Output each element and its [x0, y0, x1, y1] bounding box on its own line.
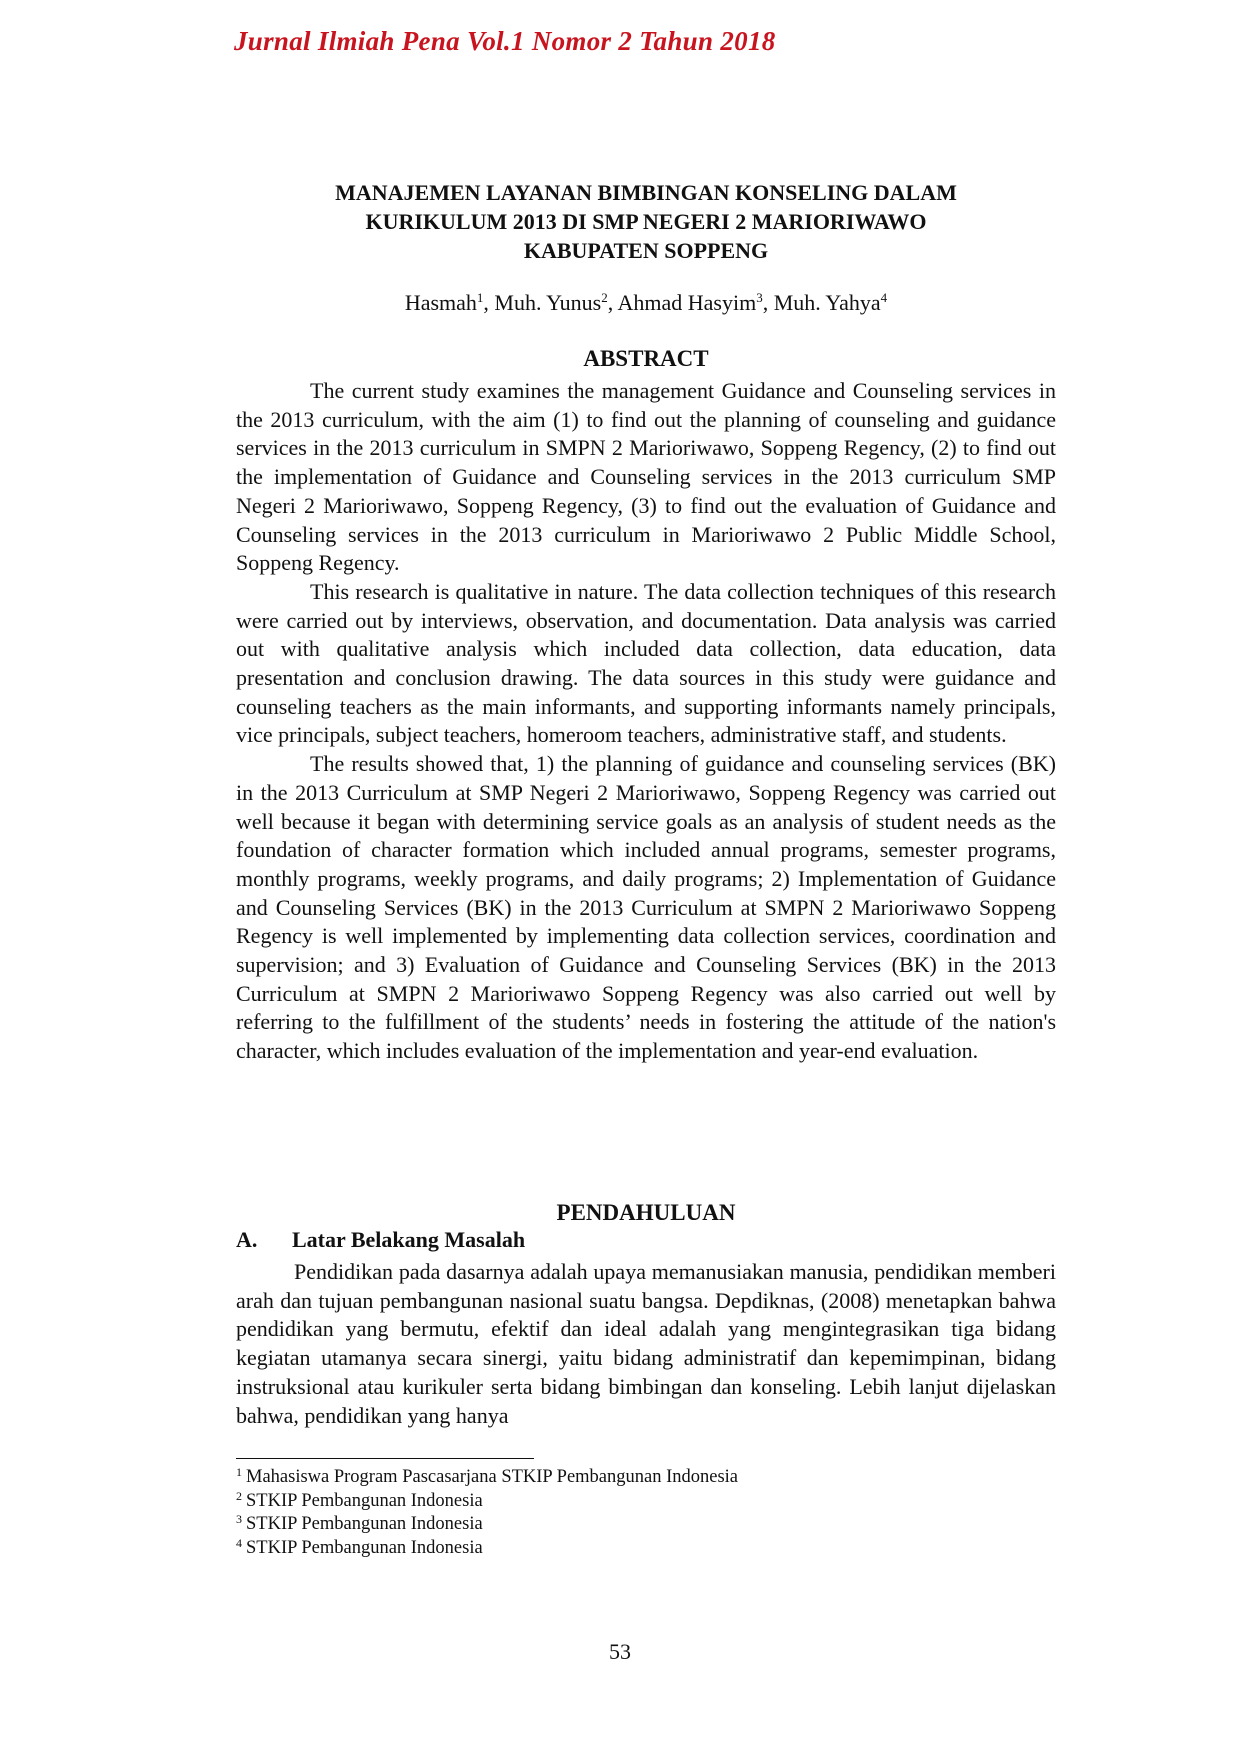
abstract-paragraph: This research is qualitative in nature. The data collection techniques of this research were carried out by interviews, observation, and documentation. Data analysis was carried out with qualitative analysis which included data collection, data education, data presentation and conclusion drawing. The data sources in this study were guidance and counseling teachers as the main informants, and supporting informants namely principals, vice principals, subject teachers, homeroom teachers, administrative staff, and students.	[236, 578, 1056, 748]
abstract-paragraph: The results showed that, 1) the planning of guidance and counseling services (BK) in the 2013 Curriculum at SMP Negeri 2 Marioriwawo, Soppeng Regency was carried out well because it began with determining service goals as an analysis of student needs as the foundation of character formation which included annual programs, semester programs, monthly programs, weekly programs, and daily programs; 2) Implementation of Guidance and Counseling Services (BK) in the 2013 Curriculum at SMPN 2 Marioriwawo Soppeng Regency is well implemented by implementing data collection services, coordination and supervision; and 3) Evaluation of Guidance and Counseling Services (BK) in the 2013 Curriculum at SMPN 2 Marioriwawo Soppeng Regency was also carried out well by referring to the fulfillment of the students’ needs in fostering the attitude of the nation's character, which includes evaluation of the implementation and year-end evaluation.	[236, 751, 1056, 1064]
subsection-title: Latar Belakang Masalah	[292, 1227, 526, 1252]
title-line: KABUPATEN SOPPENG	[523, 238, 769, 263]
author-separator: ,	[762, 290, 774, 315]
footnote-mark: 2	[236, 1488, 242, 1503]
abstract-heading: ABSTRACT	[583, 346, 709, 371]
footnote-mark: 3	[236, 1512, 242, 1526]
footnote-text: Mahasiswa Program Pascasarjana STKIP Pembangunan Indonesia	[246, 1467, 739, 1487]
footnote-separator	[236, 1458, 534, 1459]
author-separator: ,	[483, 290, 495, 315]
author-name: Ahmad Hasyim	[617, 290, 757, 315]
footnote	[236, 1466, 738, 1490]
body-paragraph: Pendidikan pada dasarnya adalah upaya memanusiakan manusia, pendidikan memberi arah dan tujuan pembangunan nasional suatu bangsa. Depdiknas, (2008) menetapkan bahwa pendidikan yang bermutu, efektif dan ideal adalah yang mengintegrasikan tiga bidang kegiatan utamanya secara sinergi, yaitu bidang administratif dan kepemimpinan, bidang instruksional atau kurikuler serta bidang bimbingan dan konseling. Lebih lanjut dijelaskan bahwa, pendidikan yang hanya	[236, 1259, 1056, 1428]
journal-header: Jurnal Ilmiah Pena Vol.1 Nomor 2 Tahun 2018	[234, 26, 776, 56]
footnote-text: STKIP Pembangunan Indonesia	[246, 1490, 483, 1511]
author-name: Muh. Yunus	[494, 290, 602, 315]
subsection-heading	[236, 1227, 525, 1253]
footnote	[236, 1537, 738, 1561]
author-name: Muh. Yahya	[773, 290, 881, 315]
abstract-paragraph: The current study examines the management Guidance and Counseling services in the 2013 curriculum, with the aim (1) to find out the planning of counseling and guidance services in the 2013 curriculum in SMPN 2 Marioriwawo, Soppeng Regency, (2) to find out the implementation of Guidance and Counseling services in the 2013 curriculum SMP Negeri 2 Marioriwawo, Soppeng Regency, (3) to find out the evaluation of Guidance and Counseling services in the 2013 curriculum in Marioriwawo 2 Public Middle School, Soppeng Regency.	[236, 378, 1056, 576]
author-name: Hasmah	[404, 290, 477, 315]
title-line: MANAJEMEN LAYANAN BIMBINGAN KONSELING DALAM	[335, 180, 957, 205]
abstract-body	[236, 377, 1056, 1066]
author-separator: ,	[607, 290, 618, 315]
author-list	[236, 290, 1056, 316]
footnote-text: STKIP Pembangunan Indonesia	[246, 1514, 483, 1534]
paper-title	[236, 178, 1056, 265]
footnote-mark: 1	[236, 1465, 242, 1479]
footnote-list	[236, 1466, 738, 1560]
author-affiliation-mark: 4	[880, 290, 888, 305]
footnote	[236, 1490, 738, 1514]
footnote-text: STKIP Pembangunan Indonesia	[246, 1537, 483, 1558]
footnote-mark: 4	[236, 1535, 242, 1550]
author-affiliation-mark: 1	[476, 290, 484, 305]
subsection-number: A.	[236, 1227, 258, 1252]
footnote	[236, 1513, 738, 1537]
title-line: KURIKULUM 2013 DI SMP NEGERI 2 MARIORIWAWO	[365, 209, 927, 234]
author-affiliation-mark: 3	[756, 290, 763, 305]
author-affiliation-mark: 2	[601, 290, 608, 305]
section-body	[236, 1258, 1056, 1430]
page-number: 53	[609, 1639, 631, 1664]
section-heading: PENDAHULUAN	[556, 1200, 736, 1225]
